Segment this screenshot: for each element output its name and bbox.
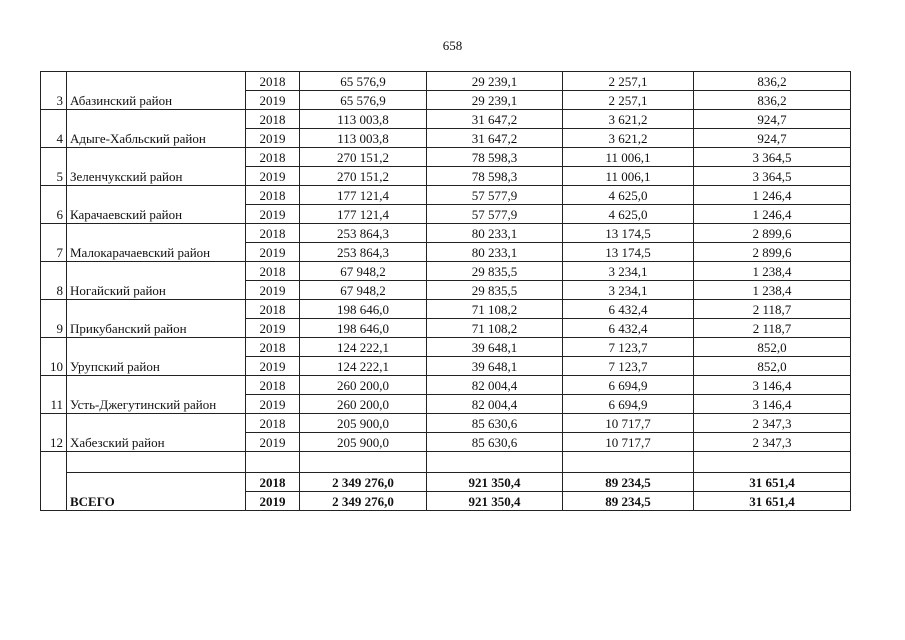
- row-number: 7: [41, 224, 67, 262]
- year-cell: 2018: [246, 224, 300, 243]
- value-cell: 124 222,1: [300, 357, 427, 376]
- row-number: 3: [41, 72, 67, 110]
- value-cell: 31 647,2: [427, 129, 563, 148]
- value-cell: 836,2: [694, 91, 851, 110]
- value-cell: 10 717,7: [563, 414, 694, 433]
- table-row: [41, 72, 851, 91]
- value-cell: 82 004,4: [427, 376, 563, 395]
- value-cell: 852,0: [694, 357, 851, 376]
- year-cell: 2019: [246, 492, 300, 511]
- year-cell: 2019: [246, 319, 300, 338]
- spacer-cell: [427, 452, 563, 473]
- year-cell: 2019: [246, 433, 300, 452]
- spacer-cell: [563, 452, 694, 473]
- value-cell: 6 694,9: [563, 376, 694, 395]
- value-cell: 113 003,8: [300, 110, 427, 129]
- value-cell: 2 347,3: [694, 414, 851, 433]
- value-cell: 1 238,4: [694, 281, 851, 300]
- value-cell: 177 121,4: [300, 186, 427, 205]
- value-cell: 71 108,2: [427, 319, 563, 338]
- district-name: Прикубанский район: [67, 300, 246, 338]
- year-cell: 2018: [246, 72, 300, 91]
- row-number: 5: [41, 148, 67, 186]
- value-cell: 205 900,0: [300, 433, 427, 452]
- value-cell: 80 233,1: [427, 243, 563, 262]
- value-cell: 921 350,4: [427, 473, 563, 492]
- district-name: Зеленчукский район: [67, 148, 246, 186]
- value-cell: 3 234,1: [563, 281, 694, 300]
- value-cell: 6 694,9: [563, 395, 694, 414]
- row-number: 9: [41, 300, 67, 338]
- table-body: [41, 72, 851, 511]
- value-cell: 4 625,0: [563, 186, 694, 205]
- value-cell: 921 350,4: [427, 492, 563, 511]
- table-row: [41, 414, 851, 433]
- value-cell: 260 200,0: [300, 395, 427, 414]
- value-cell: 71 108,2: [427, 300, 563, 319]
- value-cell: 113 003,8: [300, 129, 427, 148]
- year-cell: 2018: [246, 148, 300, 167]
- table-row: [41, 186, 851, 205]
- table-row: [41, 148, 851, 167]
- district-name: Хабезский район: [67, 414, 246, 452]
- district-name: Малокарачаевский район: [67, 224, 246, 262]
- value-cell: 85 630,6: [427, 414, 563, 433]
- value-cell: 177 121,4: [300, 205, 427, 224]
- year-cell: 2019: [246, 357, 300, 376]
- row-number: 6: [41, 186, 67, 224]
- total-number-cell: [41, 452, 67, 511]
- value-cell: 29 239,1: [427, 91, 563, 110]
- value-cell: 78 598,3: [427, 167, 563, 186]
- value-cell: 57 577,9: [427, 205, 563, 224]
- table-row: [41, 224, 851, 243]
- value-cell: 7 123,7: [563, 357, 694, 376]
- year-cell: 2018: [246, 338, 300, 357]
- value-cell: 253 864,3: [300, 243, 427, 262]
- spacer-row: [41, 452, 851, 473]
- spacer-cell: [67, 452, 246, 473]
- value-cell: 2 349 276,0: [300, 492, 427, 511]
- value-cell: 13 174,5: [563, 224, 694, 243]
- district-name: Урупский район: [67, 338, 246, 376]
- value-cell: 1 238,4: [694, 262, 851, 281]
- value-cell: 6 432,4: [563, 319, 694, 338]
- year-cell: 2018: [246, 473, 300, 492]
- year-cell: 2019: [246, 395, 300, 414]
- value-cell: 57 577,9: [427, 186, 563, 205]
- value-cell: 89 234,5: [563, 492, 694, 511]
- value-cell: 2 257,1: [563, 91, 694, 110]
- value-cell: 7 123,7: [563, 338, 694, 357]
- table-row: [41, 300, 851, 319]
- value-cell: 65 576,9: [300, 72, 427, 91]
- value-cell: 3 146,4: [694, 395, 851, 414]
- value-cell: 67 948,2: [300, 281, 427, 300]
- value-cell: 1 246,4: [694, 186, 851, 205]
- year-cell: 2018: [246, 414, 300, 433]
- value-cell: 11 006,1: [563, 167, 694, 186]
- district-name: Карачаевский район: [67, 186, 246, 224]
- value-cell: 13 174,5: [563, 243, 694, 262]
- value-cell: 3 621,2: [563, 129, 694, 148]
- district-name: Ногайский район: [67, 262, 246, 300]
- value-cell: 29 835,5: [427, 281, 563, 300]
- value-cell: 260 200,0: [300, 376, 427, 395]
- value-cell: 31 651,4: [694, 473, 851, 492]
- value-cell: 924,7: [694, 110, 851, 129]
- value-cell: 2 118,7: [694, 319, 851, 338]
- row-number: 11: [41, 376, 67, 414]
- value-cell: 85 630,6: [427, 433, 563, 452]
- total-row: [41, 473, 851, 492]
- district-name: Абазинский район: [67, 72, 246, 110]
- row-number: 8: [41, 262, 67, 300]
- value-cell: 270 151,2: [300, 148, 427, 167]
- value-cell: 2 257,1: [563, 72, 694, 91]
- budget-table: [40, 71, 851, 511]
- year-cell: 2019: [246, 281, 300, 300]
- value-cell: 11 006,1: [563, 148, 694, 167]
- spacer-cell: [694, 452, 851, 473]
- row-number: 10: [41, 338, 67, 376]
- district-name: Адыге-Хабльский район: [67, 110, 246, 148]
- value-cell: 78 598,3: [427, 148, 563, 167]
- value-cell: 31 647,2: [427, 110, 563, 129]
- page-number: 658: [442, 38, 463, 53]
- table-row: [41, 110, 851, 129]
- value-cell: 124 222,1: [300, 338, 427, 357]
- value-cell: 39 648,1: [427, 357, 563, 376]
- value-cell: 3 364,5: [694, 148, 851, 167]
- value-cell: 924,7: [694, 129, 851, 148]
- year-cell: 2018: [246, 376, 300, 395]
- year-cell: 2019: [246, 205, 300, 224]
- year-cell: 2018: [246, 300, 300, 319]
- total-label: ВСЕГО: [67, 473, 246, 511]
- table-row: [41, 338, 851, 357]
- year-cell: 2018: [246, 186, 300, 205]
- value-cell: 39 648,1: [427, 338, 563, 357]
- value-cell: 67 948,2: [300, 262, 427, 281]
- table-row: [41, 262, 851, 281]
- value-cell: 3 621,2: [563, 110, 694, 129]
- value-cell: 2 899,6: [694, 243, 851, 262]
- value-cell: 4 625,0: [563, 205, 694, 224]
- value-cell: 29 835,5: [427, 262, 563, 281]
- value-cell: 89 234,5: [563, 473, 694, 492]
- value-cell: 2 347,3: [694, 433, 851, 452]
- value-cell: 10 717,7: [563, 433, 694, 452]
- value-cell: 205 900,0: [300, 414, 427, 433]
- year-cell: 2019: [246, 91, 300, 110]
- value-cell: 2 349 276,0: [300, 473, 427, 492]
- value-cell: 852,0: [694, 338, 851, 357]
- year-cell: 2019: [246, 243, 300, 262]
- value-cell: 253 864,3: [300, 224, 427, 243]
- spacer-cell: [246, 452, 300, 473]
- value-cell: 2 118,7: [694, 300, 851, 319]
- value-cell: 3 234,1: [563, 262, 694, 281]
- year-cell: 2019: [246, 167, 300, 186]
- value-cell: 836,2: [694, 72, 851, 91]
- value-cell: 198 646,0: [300, 300, 427, 319]
- value-cell: 80 233,1: [427, 224, 563, 243]
- value-cell: 198 646,0: [300, 319, 427, 338]
- value-cell: 31 651,4: [694, 492, 851, 511]
- value-cell: 65 576,9: [300, 91, 427, 110]
- value-cell: 3 146,4: [694, 376, 851, 395]
- year-cell: 2019: [246, 129, 300, 148]
- value-cell: 82 004,4: [427, 395, 563, 414]
- value-cell: 2 899,6: [694, 224, 851, 243]
- value-cell: 29 239,1: [427, 72, 563, 91]
- row-number: 12: [41, 414, 67, 452]
- value-cell: 3 364,5: [694, 167, 851, 186]
- year-cell: 2018: [246, 262, 300, 281]
- value-cell: 1 246,4: [694, 205, 851, 224]
- district-name: Усть-Джегутинский район: [67, 376, 246, 414]
- value-cell: 6 432,4: [563, 300, 694, 319]
- spacer-cell: [300, 452, 427, 473]
- year-cell: 2018: [246, 110, 300, 129]
- value-cell: 270 151,2: [300, 167, 427, 186]
- table-row: [41, 376, 851, 395]
- row-number: 4: [41, 110, 67, 148]
